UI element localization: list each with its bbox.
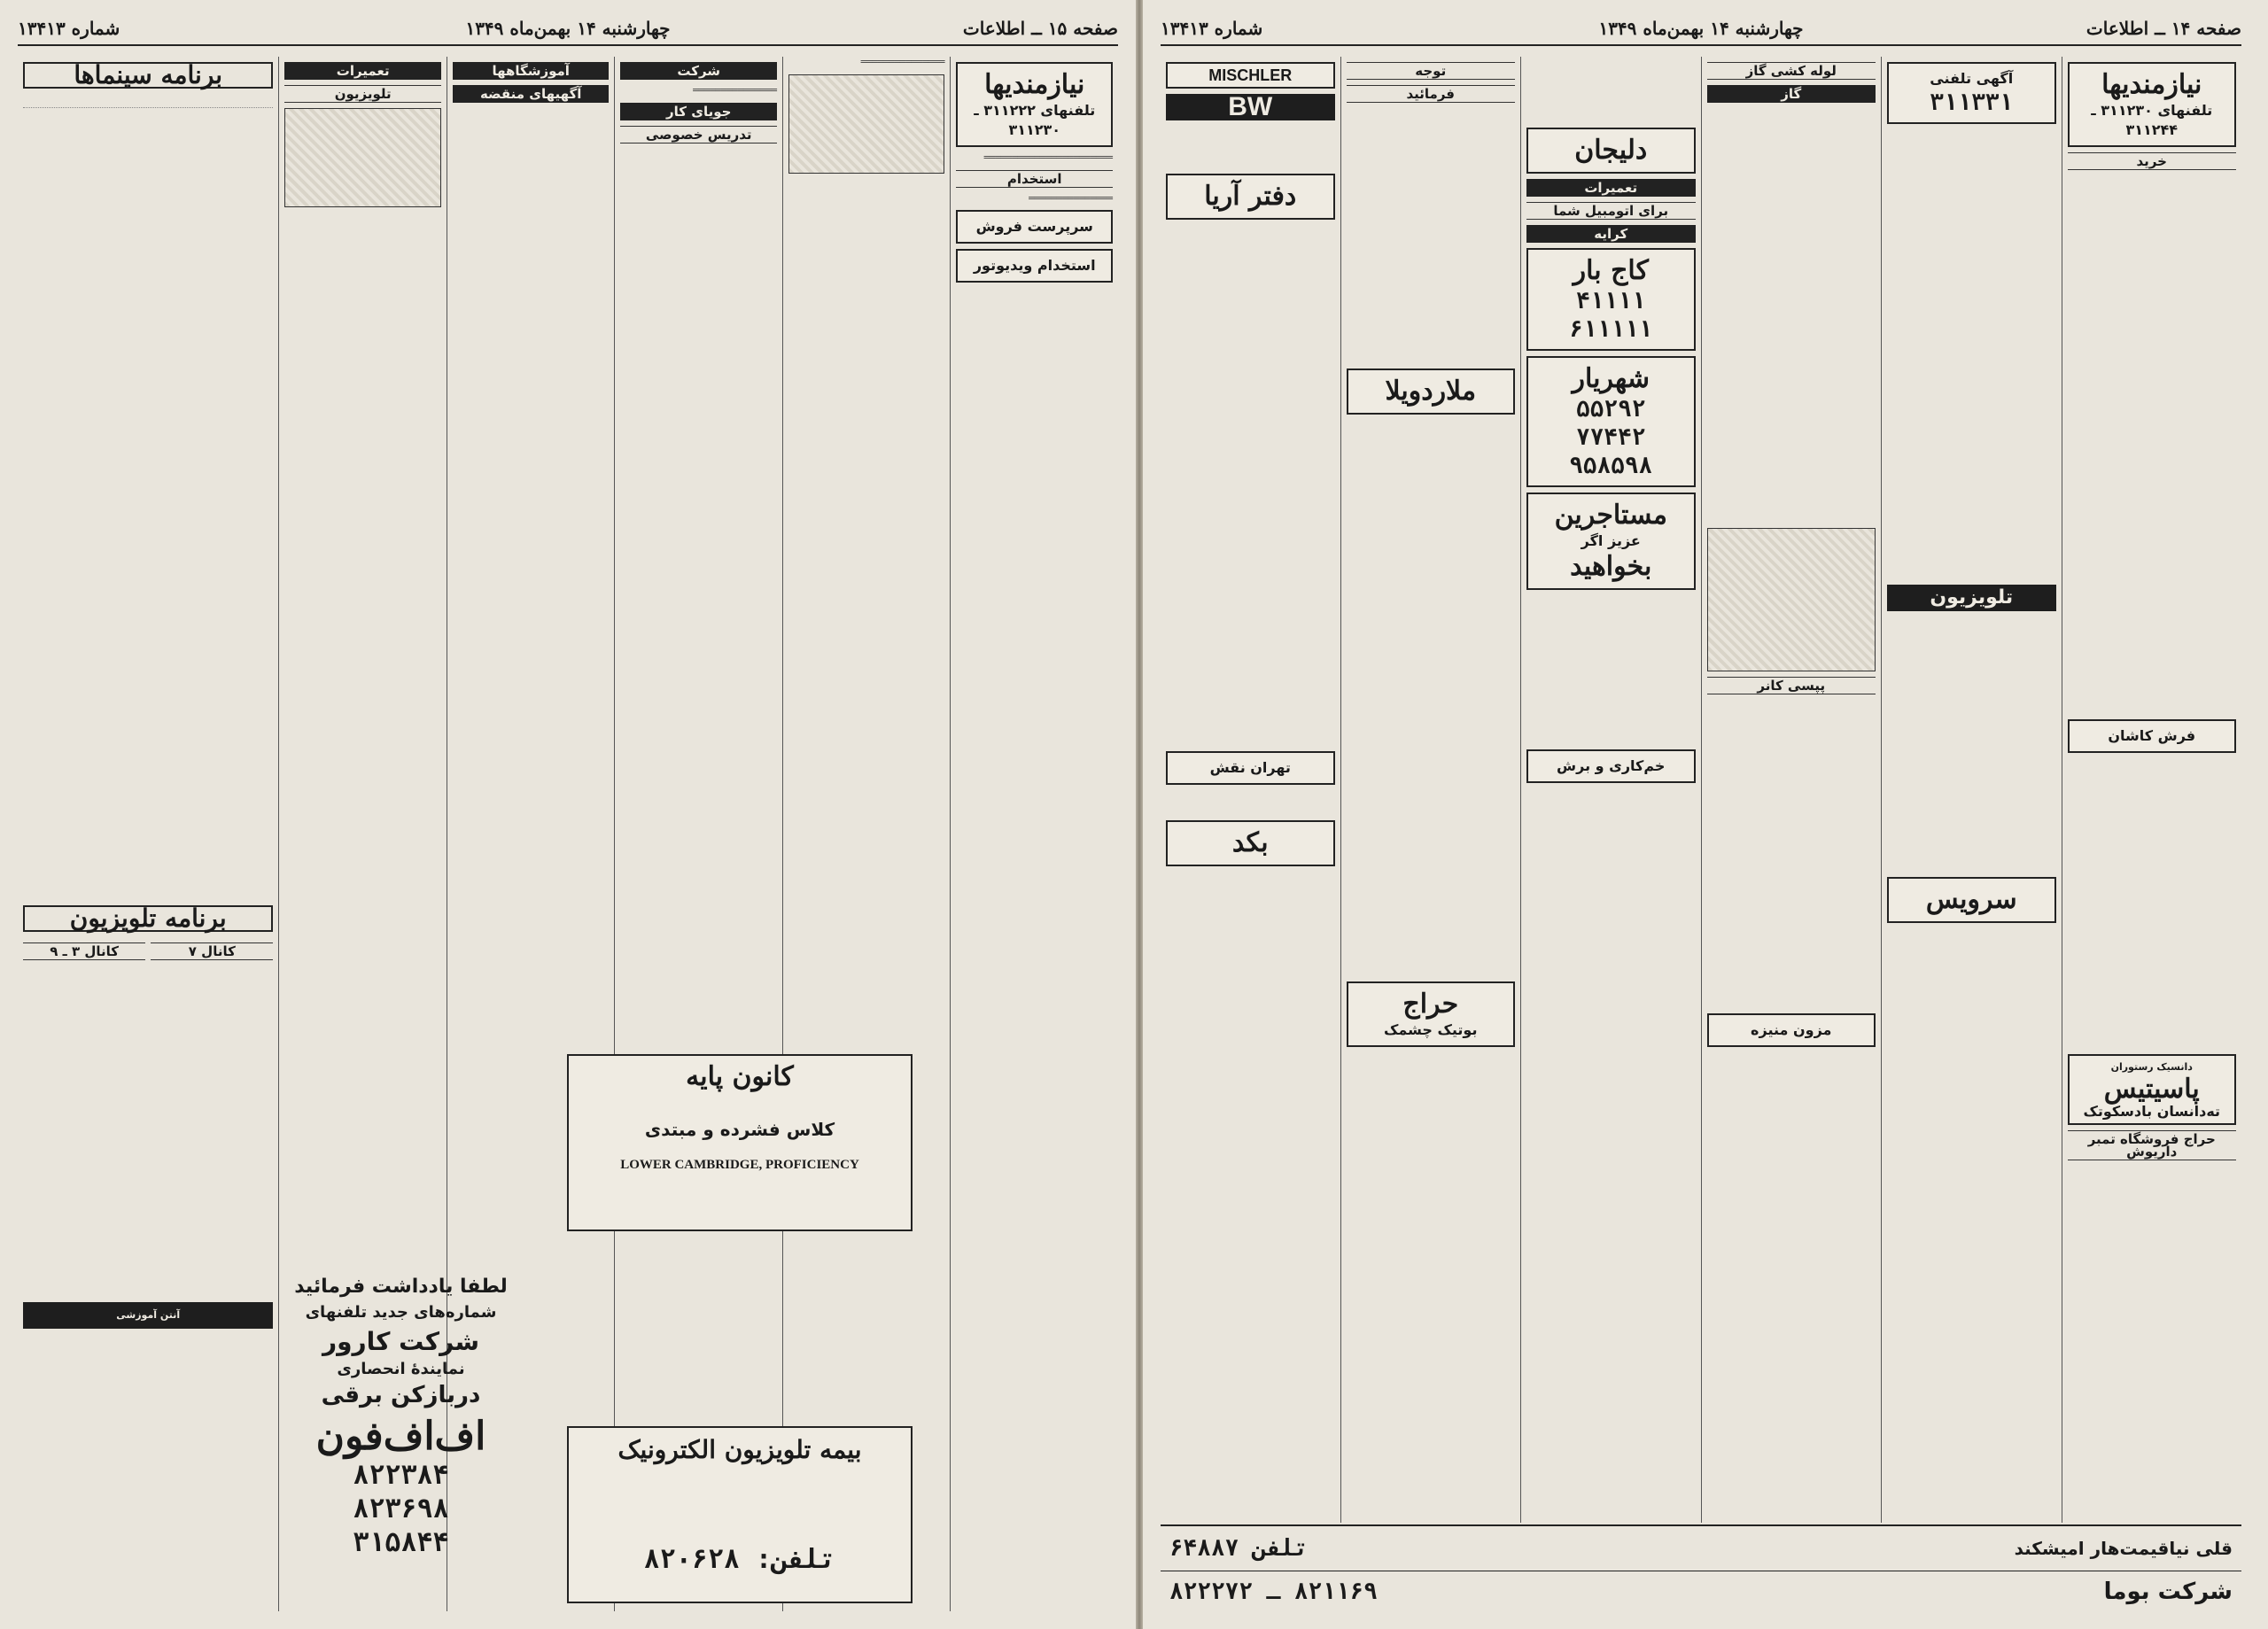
karvar-phone-3: ۳۱۵۸۴۴ — [353, 1527, 449, 1558]
agahi-telefoni-box — [1887, 62, 2056, 124]
televizion-title: تلویزیون — [1930, 586, 2014, 609]
header-date: چهارشنبه ۱۴ بهمن‌ماه ۱۳۴۹ — [465, 18, 671, 39]
estekhdam-video-box — [956, 249, 1113, 283]
restaurant-box — [2068, 1054, 2237, 1125]
shahryar-phone-3: ۹۵۸۵۹۸ — [1569, 453, 1653, 479]
khamkari-title: خم‌کاری و برش — [1557, 757, 1666, 774]
kanoon-paye-ad — [567, 1054, 913, 1231]
amoozeshgah-heading: آموزشگاهها — [453, 62, 610, 80]
mosta-title: مستاجرین — [1554, 500, 1667, 531]
niazmandiha-phones: تلفنهای ۳۱۱۲۲۲ ـ ۳۱۱۲۳۰ — [974, 102, 1096, 138]
header-page: صفحه ۱۵ ــ اطلاعات — [962, 18, 1118, 39]
mozon-title: مزون منیزه — [1751, 1021, 1832, 1038]
bw-box — [1166, 94, 1335, 120]
kelas-title: کلاس فشرده و مبتدی — [644, 1119, 835, 1140]
tv-channel-1: کانال ۷ — [151, 942, 273, 960]
antenn-box — [23, 1302, 273, 1329]
column-5 — [1340, 57, 1521, 1523]
mischler-box — [1166, 62, 1335, 89]
botik-text: بوتیک چشمک — [1384, 1021, 1478, 1038]
sampanis-text: پاسیتیس — [2103, 1074, 2200, 1105]
tamirat-heading: تعمیرات — [284, 62, 441, 80]
dafter-aria-title: دفتر آریا — [1204, 181, 1297, 212]
keraye-heading: کرایه — [1526, 225, 1696, 243]
header-page: صفحه ۱۴ ــ اطلاعات — [2085, 18, 2241, 39]
kaj-phone-2: ۶۱۱۱۱۱ — [1569, 316, 1653, 343]
tehran-naghsh-title: تهران نقش — [1209, 759, 1291, 776]
mozon-box — [1707, 1013, 1876, 1047]
mallard-title: ملاردویلا — [1385, 376, 1477, 407]
pepsi-heading: پپسی کانر — [1707, 677, 1876, 694]
schedule-row — [23, 94, 273, 108]
dansik-text: دانسیک رستوران — [2110, 1061, 2193, 1073]
kanoon-title: کانون پایه — [686, 1061, 794, 1092]
ad-illustration — [788, 74, 945, 174]
classified-text: ═══════════════════════ — [983, 152, 1113, 163]
haraj-box — [1347, 981, 1516, 1047]
bottom-banner — [1161, 1524, 2241, 1613]
dolijan-box — [1526, 128, 1696, 174]
dolijan-title: دلیجان — [1574, 135, 1648, 166]
cinema-title: برنامه سینماها — [23, 62, 273, 89]
tv-channel-row — [23, 937, 273, 966]
agahi-phone: ۳۱۱۳۳۱ — [1930, 89, 2014, 116]
column-1 — [950, 57, 1118, 1611]
column-3 — [1701, 57, 1882, 1523]
bw-logo: BW — [1228, 92, 1273, 121]
shahryar-title: شهریار — [1572, 363, 1650, 394]
televizion-box — [1887, 585, 2056, 611]
bime-tv-ad — [567, 1426, 913, 1603]
header-date: چهارشنبه ۱۴ بهمن‌ماه ۱۳۴۹ — [1598, 18, 1804, 39]
page-14 — [1143, 0, 2268, 1629]
niazmandiha-title: نیازمندیها — [2101, 69, 2202, 100]
sarparast-title: سرپرست فروش — [975, 218, 1093, 235]
karvar-phone-1: ۸۲۲۳۸۴ — [353, 1460, 449, 1491]
kaj-bar-title: کاج بار — [1573, 255, 1649, 286]
laule-kashi-heading: لوله کشی گاز — [1707, 62, 1876, 80]
estekhdam-video-title: استخدام ویدیوتور — [973, 257, 1096, 274]
shahryar-box — [1526, 356, 1696, 487]
niazmandiha-box — [2068, 62, 2237, 147]
bime-phone: تلفن: ۸۲۰۶۲۸ — [643, 1544, 836, 1575]
antenn-title: آنتن آموزشی — [116, 1309, 181, 1321]
bekhahid-text: بخواهید — [1570, 551, 1652, 582]
page-header — [1161, 16, 2241, 46]
niazmandiha-phones: تلفنهای ۳۱۱۲۳۰ ـ ۳۱۱۲۴۴ — [2091, 102, 2213, 138]
mischler-logo: MISCHLER — [1208, 66, 1293, 84]
sarparast-box — [956, 210, 1113, 244]
tahdanesan-text: ته‌دانسان بادسکوتک — [2083, 1103, 2221, 1120]
column-6-cinema — [18, 57, 278, 1611]
kaj-bar-box — [1526, 248, 1696, 351]
ghallbaft-text: قلی نیاقیمت‌هار امیشکند — [2014, 1538, 2233, 1559]
page-header — [18, 16, 1118, 46]
mosta-box — [1526, 493, 1696, 590]
tamirat-heading: تعمیرات — [1526, 179, 1696, 197]
column-1 — [2062, 57, 2242, 1523]
shahryar-phone-2: ۷۷۴۴۲ — [1576, 424, 1646, 451]
kaj-phone-1: ۴۱۱۱۱ — [1576, 288, 1646, 314]
bime-title: بیمه تلویزیون الکترونیک — [617, 1435, 862, 1464]
tv-repair-heading: تلویزیون — [284, 85, 441, 103]
sherkat-booma: شرکت بوما — [2103, 1579, 2233, 1605]
header-issue: شماره ۱۳۴۱۳ — [1161, 18, 1263, 39]
columns — [18, 57, 1118, 1611]
niazmandiha-title: نیازمندیها — [984, 69, 1085, 100]
dafter-aria-box — [1166, 174, 1335, 220]
karvar-title: شرکت کارور — [322, 1327, 480, 1356]
column-2 — [782, 57, 951, 1611]
servis-title: سرویس — [1925, 884, 2017, 915]
jooyakar-heading: جویای کار — [620, 103, 777, 120]
farsh-kashan-title: فرش کاشان — [2108, 727, 2196, 744]
shomareh-text: شماره‌های جدید تلفنهای — [305, 1303, 497, 1322]
khamkari-box — [1526, 749, 1696, 783]
bottom-phones: ۸۲۱۱۶۹ ـ ۸۲۲۲۷۲ — [1169, 1579, 1378, 1605]
sherkat-heading: شرکت — [620, 62, 777, 80]
karvar-phone-2: ۸۲۳۶۹۸ — [353, 1493, 449, 1524]
brand-logo: اف‌اف‌فون — [315, 1414, 486, 1459]
haraj-title: حراج — [1402, 989, 1459, 1020]
cinema-schedule — [23, 94, 273, 108]
tadris-heading: تدریس خصوصی — [620, 126, 777, 144]
servis-box — [1887, 877, 2056, 923]
telefon-64887: تلفن ۶۴۸۸۷ — [1169, 1535, 1309, 1562]
niazmandiha-box — [956, 62, 1113, 147]
pepsi-illustration — [1707, 528, 1876, 671]
agahi-telefoni-title: آگهی تلفنی — [1930, 70, 2014, 87]
classified-text: ═══════════════ — [1029, 192, 1113, 204]
shahryar-phone-1: ۵۵۲۹۲ — [1576, 396, 1646, 423]
farsh-kashan-box — [2068, 719, 2237, 753]
tavajoh-heading: توجه — [1347, 62, 1516, 80]
tehran-naghsh-box — [1166, 751, 1335, 785]
aziz-text: عزیز اگر — [1581, 532, 1641, 549]
cambridge-text: LOWER CAMBRIDGE, PROFICIENCY — [620, 1158, 859, 1172]
haraj-foroosh-heading: حراج فروشگاه تمبر داریوش — [2068, 1130, 2237, 1160]
lotfan-text: لطفا یادداشت فرمائید — [294, 1276, 508, 1298]
tv-channel-2: کانال ۳ ـ ۹ — [23, 942, 145, 960]
gaz-heading: گاز — [1707, 85, 1876, 103]
column-3 — [614, 57, 782, 1611]
ostekhdam-heading: استخدام — [956, 170, 1113, 188]
namayandeh-text: نمایندهٔ انحصاری — [337, 1360, 465, 1378]
bekad-box — [1166, 820, 1335, 866]
agahi-monghazeh-heading: آگهیهای منقضه — [453, 85, 610, 103]
column-6 — [1161, 57, 1340, 1523]
mallard-box — [1347, 368, 1516, 415]
spine — [1136, 0, 1143, 1629]
header-issue: شماره ۱۳۴۱۳ — [18, 18, 120, 39]
baraye-otomobil-heading: برای اتومبیل شما — [1526, 202, 1696, 220]
column-4 — [1520, 57, 1701, 1523]
farmaid-heading: فرمائید — [1347, 85, 1516, 103]
kharid-heading: خرید — [2068, 152, 2237, 170]
column-2 — [1881, 57, 2062, 1523]
tv-title: برنامه تلویزیون — [23, 905, 273, 932]
classified-text: ═══════════════ — [860, 57, 945, 67]
columns — [1161, 57, 2241, 1523]
karvar-ad — [248, 1276, 554, 1603]
bekad-title: بکد — [1231, 827, 1269, 858]
darbazkon-text: دربازکن برقی — [321, 1382, 481, 1408]
classified-text: ═══════════════ — [693, 85, 777, 96]
atom-logo — [284, 108, 441, 207]
